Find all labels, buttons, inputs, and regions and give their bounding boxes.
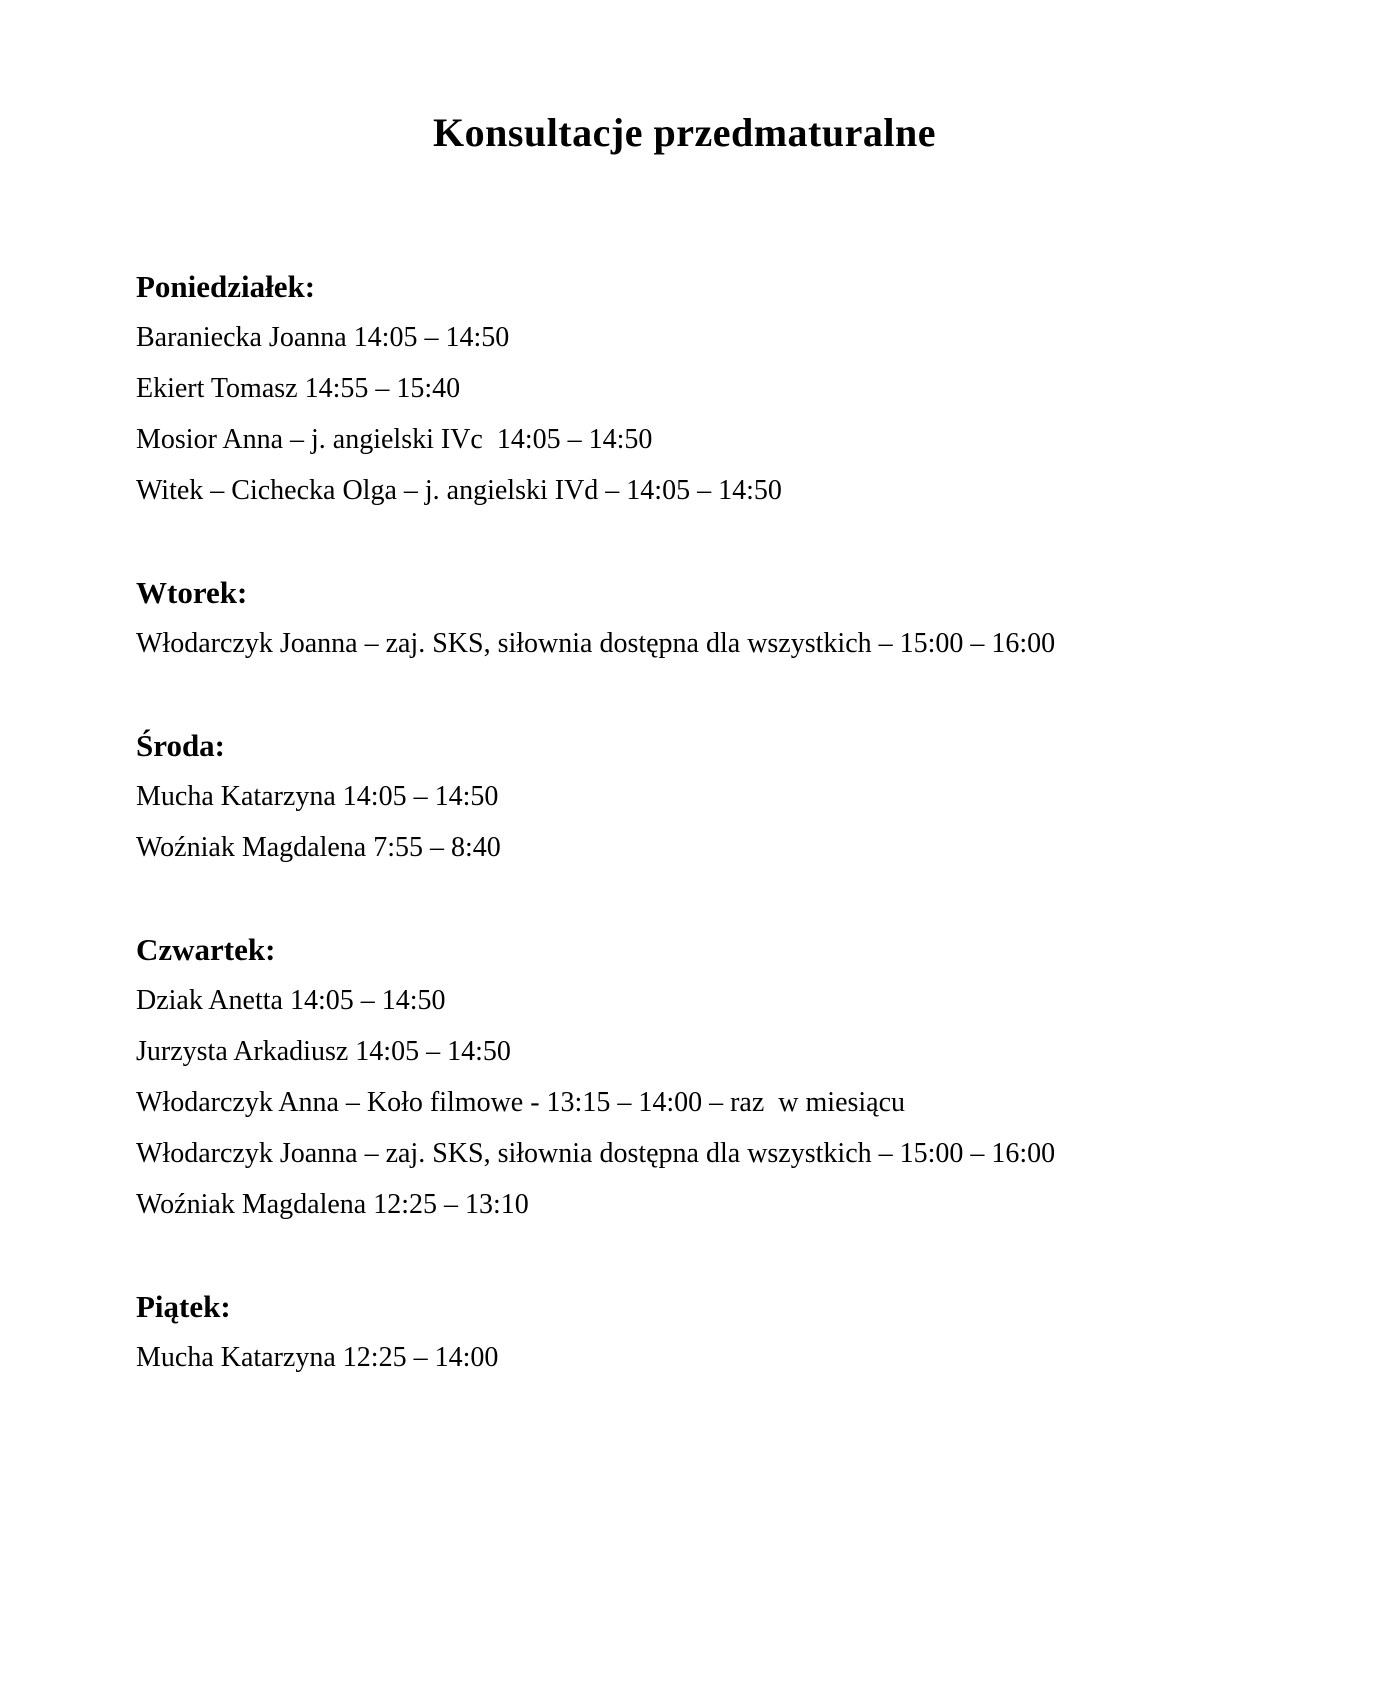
section-tuesday [136, 567, 1233, 669]
document-title: Konsultacje przedmaturalne [433, 110, 936, 155]
schedule-line: Dziak Anetta 14:05 – 14:50 [136, 985, 446, 1016]
schedule-line: Woźniak Magdalena 12:25 – 13:10 [136, 1189, 529, 1220]
section-thursday [136, 924, 1233, 1230]
section-wednesday [136, 720, 1233, 873]
schedule-line: Mosior Anna – j. angielski IVc 14:05 – 14:50 [136, 424, 653, 455]
section-friday [136, 1281, 1233, 1383]
section-monday [136, 261, 1233, 516]
section-heading-friday: Piątek: [136, 1289, 231, 1324]
schedule-line: Ekiert Tomasz 14:55 – 15:40 [136, 373, 461, 404]
section-heading-wednesday: Środa: [136, 728, 226, 763]
schedule-line: Włodarczyk Joanna – zaj. SKS, siłownia dostępna dla wszystkich – 15:00 – 16:00 [136, 1138, 1056, 1169]
section-heading-monday: Poniedziałek: [136, 269, 316, 304]
schedule-line: Włodarczyk Anna – Koło filmowe - 13:15 – 14:00 – raz w miesiącu [136, 1087, 906, 1118]
schedule-line: Włodarczyk Joanna – zaj. SKS, siłownia dostępna dla wszystkich – 15:00 – 16:00 [136, 628, 1056, 659]
schedule-line: Baraniecka Joanna 14:05 – 14:50 [136, 322, 510, 353]
section-heading-thursday: Czwartek: [136, 932, 276, 967]
section-heading-tuesday: Wtorek: [136, 575, 248, 610]
schedule-line: Mucha Katarzyna 14:05 – 14:50 [136, 781, 499, 812]
schedule-line: Jurzysta Arkadiusz 14:05 – 14:50 [136, 1036, 511, 1067]
schedule-line: Mucha Katarzyna 12:25 – 14:00 [136, 1342, 499, 1373]
schedule-line: Woźniak Magdalena 7:55 – 8:40 [136, 832, 501, 863]
schedule-line: Witek – Cichecka Olga – j. angielski IVd – 14:05 – 14:50 [136, 475, 782, 506]
